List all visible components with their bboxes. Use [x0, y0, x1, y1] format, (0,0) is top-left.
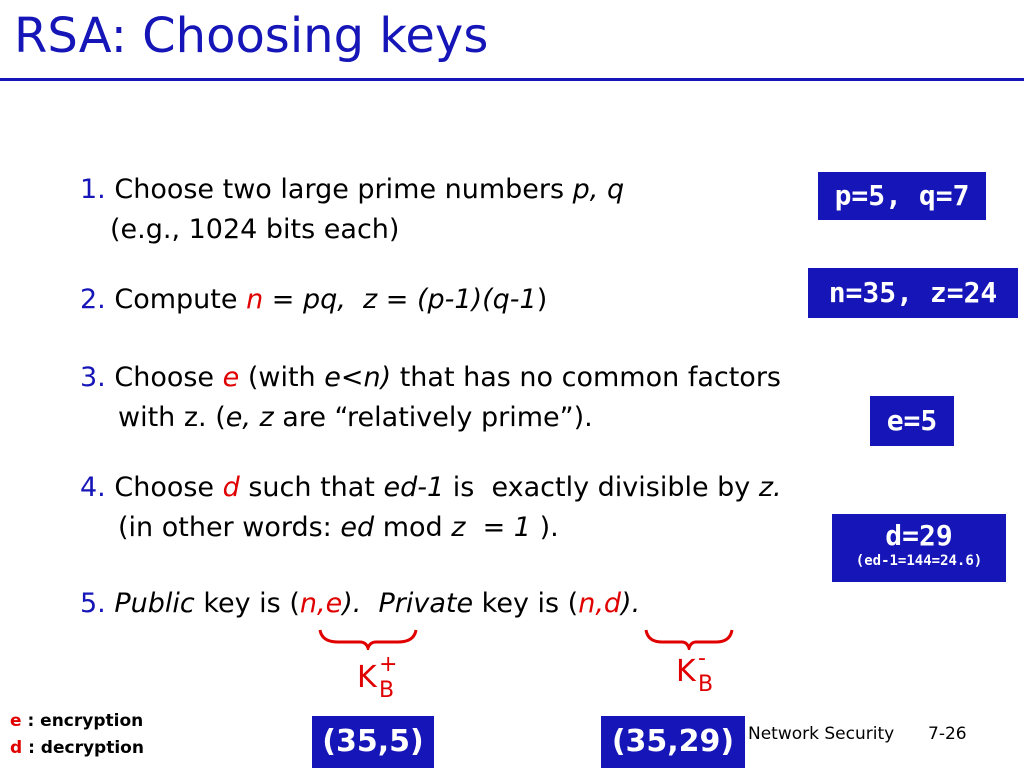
step-4-ed1: ed-1 — [383, 472, 445, 503]
step-2-n: n — [246, 284, 264, 315]
step-4-d: d — [222, 472, 240, 503]
step-4-such: such that — [239, 472, 384, 503]
step-4-ed: ed — [340, 512, 375, 543]
step-2-close: ) — [536, 284, 548, 315]
step-4-z2: z — [451, 512, 466, 543]
footer-label: Network Security — [748, 724, 895, 744]
private-key-brace — [644, 628, 734, 650]
step-5-number: 5. — [80, 588, 106, 619]
legend-d: d — [10, 738, 23, 759]
public-key-symbol — [357, 652, 398, 703]
private-key-pair-box: (35,29) — [601, 716, 745, 768]
slide-title: RSA: Choosing keys — [14, 8, 489, 64]
step-1-line-2: (e.g., 1024 bits each) — [110, 214, 400, 245]
step-4-mod: mod — [374, 512, 452, 543]
step-4-close: ). — [530, 512, 559, 543]
private-key-symbol — [676, 646, 714, 697]
step-3-condition: e<n) — [324, 362, 392, 393]
step-2-z: z = (p-1)(q-1 — [363, 284, 537, 315]
step-5-nd: n,d — [578, 588, 622, 619]
step-2-number: 2. — [80, 284, 106, 315]
pq-value-box: p=5, q=7 — [818, 172, 986, 220]
e-value-box: e=5 — [870, 396, 954, 446]
step-5-close-2: ). — [621, 588, 641, 619]
step-4-text: Choose — [114, 472, 223, 503]
legend-d-text: : decryption — [22, 738, 144, 759]
footer-page-number: 7-26 — [928, 724, 967, 744]
step-3-line-2 — [118, 402, 593, 434]
step-3-l2c: are “relatively prime”). — [273, 402, 593, 433]
public-key-sup: + — [379, 652, 398, 677]
step-2-pq: pq, — [303, 284, 346, 315]
step-4 — [80, 472, 782, 504]
d-value-box — [832, 514, 1006, 582]
step-1-number: 1. — [80, 174, 106, 205]
step-4-line-2 — [118, 512, 559, 544]
step-3-rest: that has no common factors — [391, 362, 781, 393]
d-value: d=29 — [885, 519, 953, 552]
step-2-eq: = — [263, 284, 303, 315]
step-3 — [80, 362, 781, 394]
public-key-sub: B — [379, 678, 395, 703]
step-1-text: Choose two large prime numbers — [114, 174, 573, 205]
private-key-k: K — [676, 654, 696, 689]
step-3-l2a: with z. ( — [118, 402, 226, 433]
step-2-space — [346, 284, 363, 315]
public-key-k: K — [357, 660, 377, 695]
nz-value-box: n=35, z=24 — [808, 268, 1018, 318]
step-3-with: (with — [239, 362, 325, 393]
step-3-e: e — [222, 362, 240, 393]
step-2-text: Compute — [114, 284, 247, 315]
step-5 — [80, 588, 640, 620]
legend-encryption — [10, 708, 144, 735]
private-key-sub: B — [698, 672, 714, 697]
step-5-close-1: ). — [342, 588, 379, 619]
title-divider — [0, 78, 1024, 81]
private-key-sup: - — [698, 646, 706, 671]
step-2 — [80, 284, 547, 316]
legend-e-text: : encryption — [21, 711, 144, 731]
step-4-z: z. — [758, 472, 782, 503]
step-3-text: Choose — [114, 362, 223, 393]
step-4-number: 4. — [80, 472, 106, 503]
step-3-l2b: e, z — [225, 402, 274, 433]
legend-e: e — [10, 711, 22, 731]
public-key-pair-box: (35,5) — [312, 716, 434, 768]
step-5-keyis-1: key is ( — [194, 588, 300, 619]
step-1-vars: p, q — [572, 174, 625, 205]
step-4-divisible: is exactly divisible by — [444, 472, 759, 503]
legend — [10, 708, 144, 762]
step-4-l2a: (in other words: — [118, 512, 341, 543]
public-key-brace — [318, 628, 418, 650]
step-5-ne: n,e — [299, 588, 343, 619]
step-5-public: Public — [114, 588, 195, 619]
step-5-keyis-2: key is ( — [473, 588, 579, 619]
step-4-eq1: = 1 — [465, 512, 531, 543]
d-value-note: (ed-1=144=24.6) — [855, 553, 983, 569]
step-1 — [80, 174, 624, 206]
step-5-private: Private — [378, 588, 474, 619]
step-3-number: 3. — [80, 362, 106, 393]
legend-decryption — [10, 735, 144, 762]
